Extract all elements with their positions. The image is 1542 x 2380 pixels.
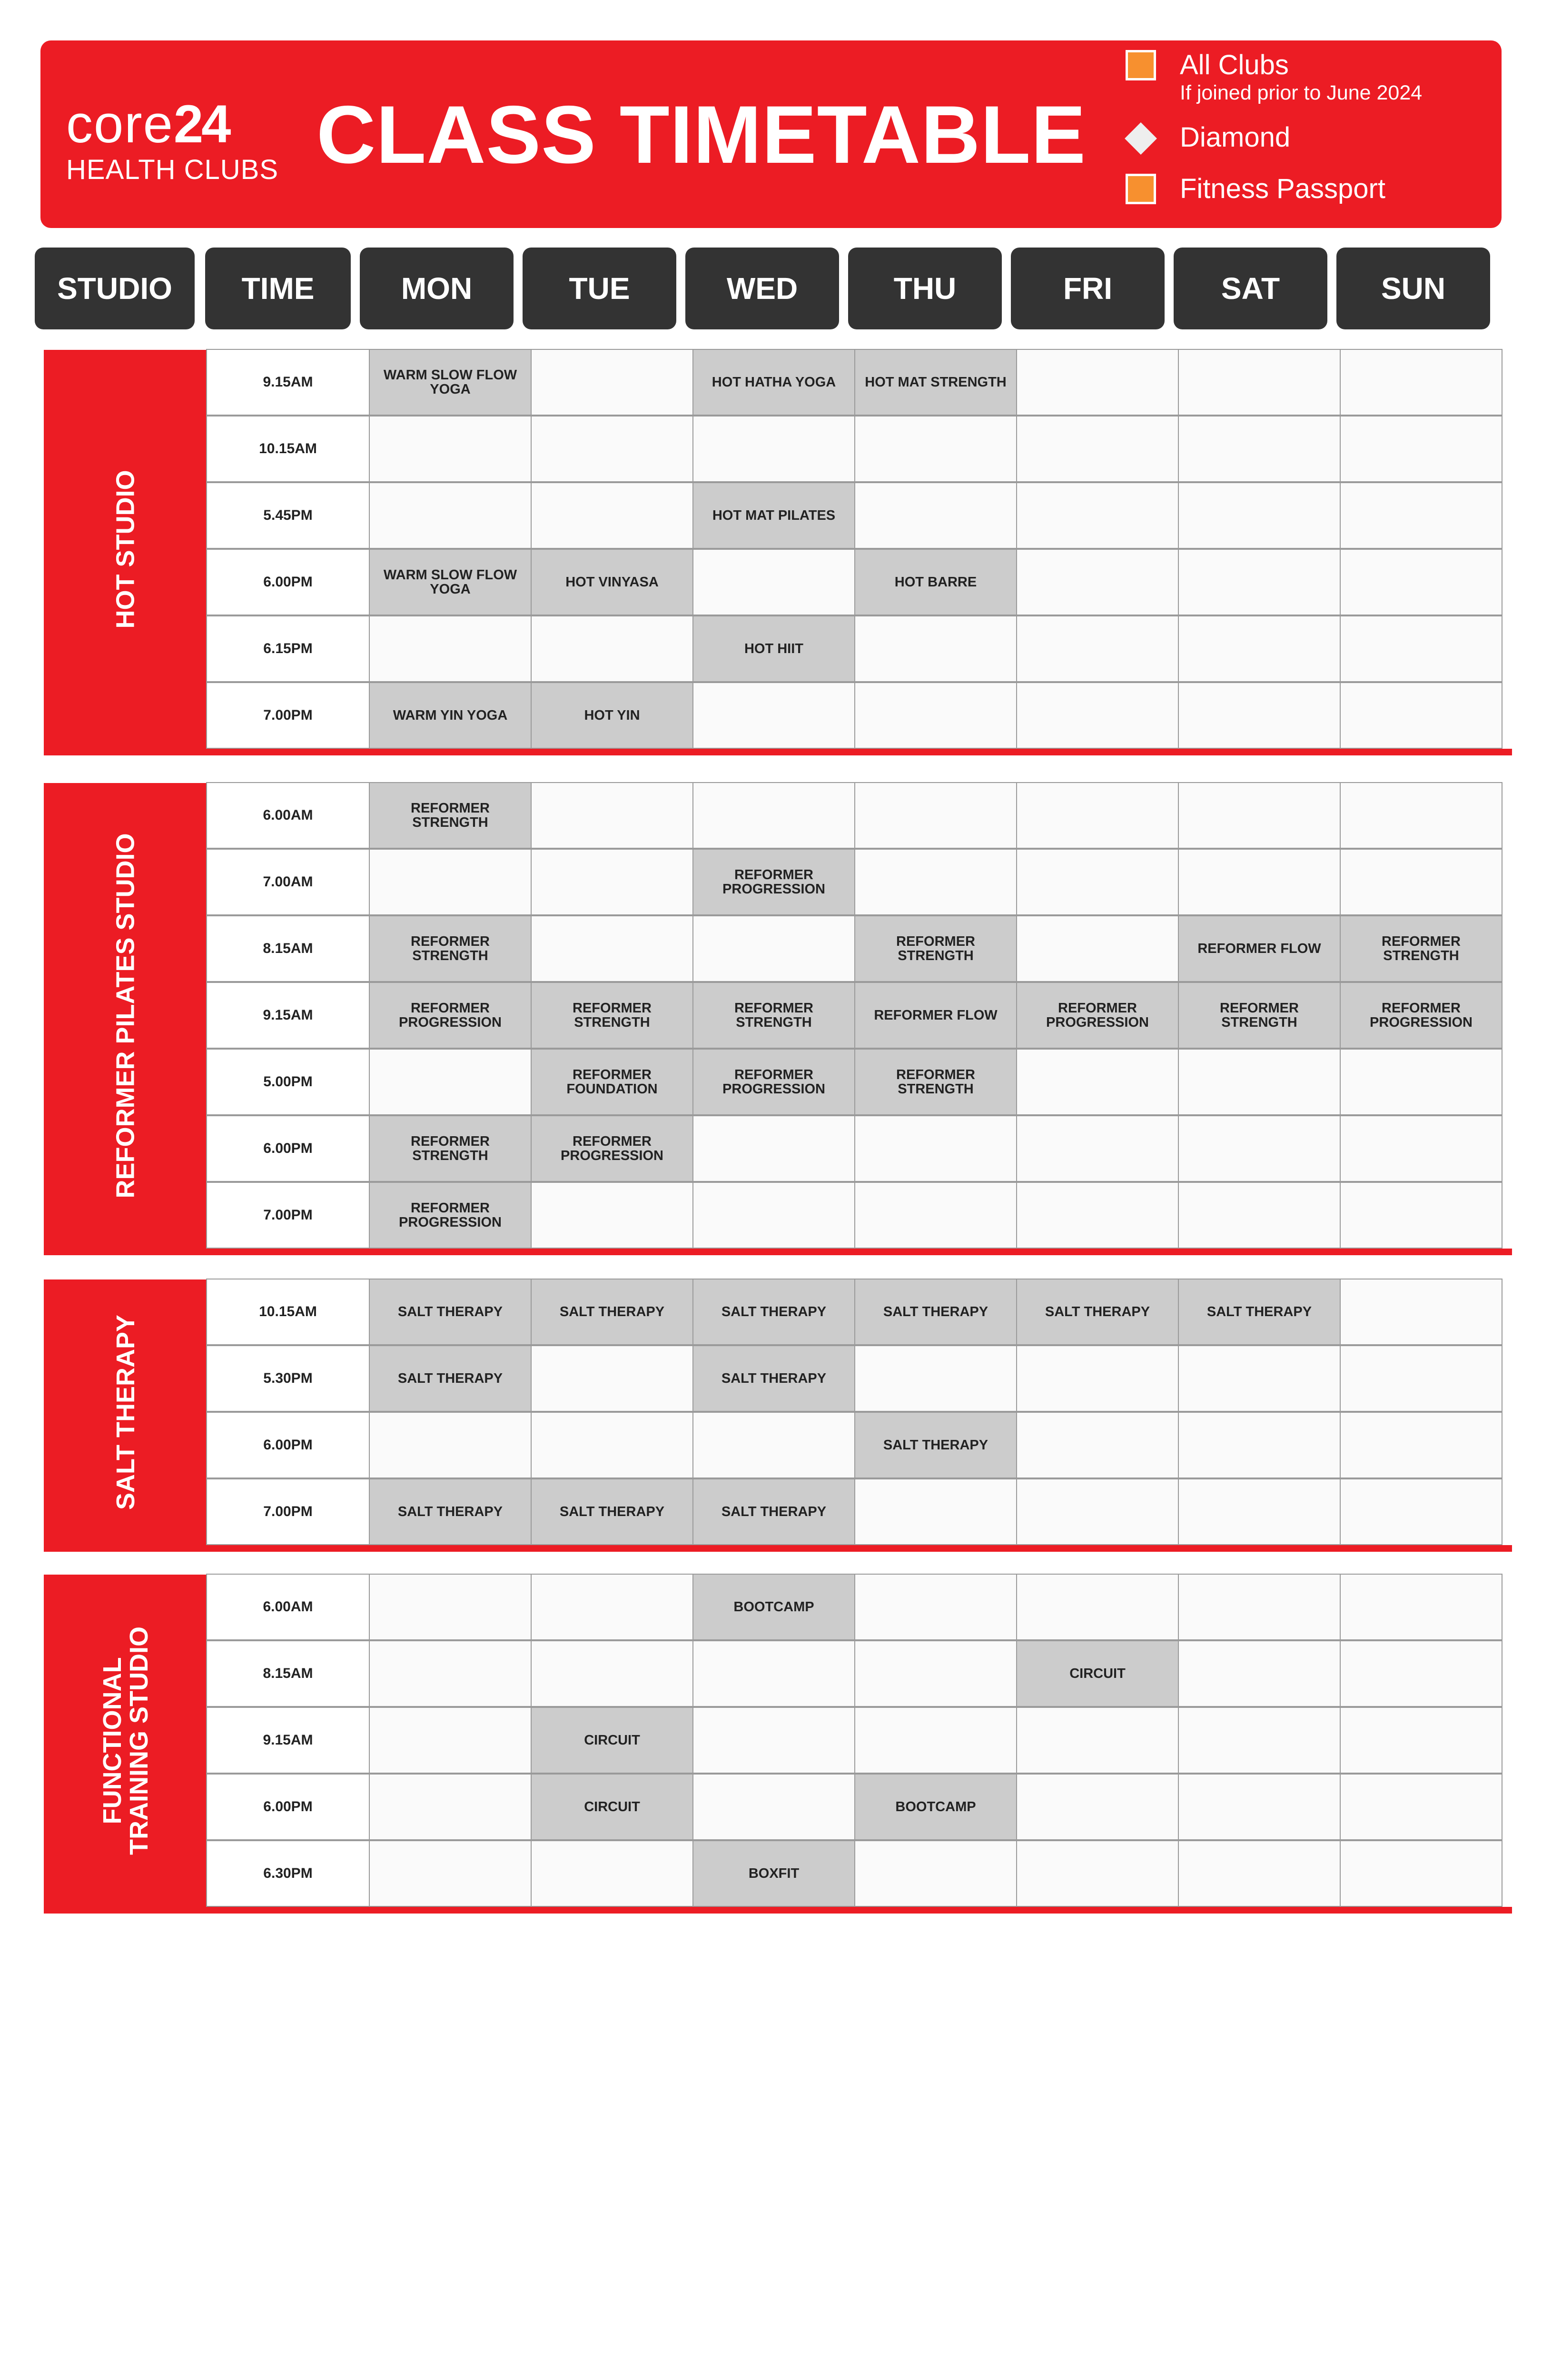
class-cell[interactable]: SALT THERAPY bbox=[692, 1478, 855, 1545]
table-row bbox=[207, 616, 1512, 683]
class-cell[interactable]: SALT THERAPY bbox=[854, 1412, 1017, 1478]
class-cell[interactable]: REFORMER FLOW bbox=[854, 982, 1017, 1049]
time-cell: 10.15AM bbox=[206, 1279, 370, 1345]
class-cell[interactable]: REFORMER STRENGTH bbox=[692, 982, 855, 1049]
empty-cell bbox=[1340, 1049, 1502, 1115]
class-cell[interactable]: REFORMER PROGRESSION bbox=[692, 1049, 855, 1115]
empty-cell bbox=[531, 416, 693, 482]
empty-cell bbox=[1016, 1345, 1179, 1412]
class-cell[interactable]: CIRCUIT bbox=[531, 1774, 693, 1840]
studio-label bbox=[44, 783, 207, 1249]
time-cell: 9.15AM bbox=[206, 1707, 370, 1774]
empty-cell bbox=[1016, 1774, 1179, 1840]
studio-block bbox=[44, 1279, 1512, 1552]
empty-cell bbox=[1178, 1774, 1341, 1840]
class-cell[interactable]: HOT BARRE bbox=[854, 549, 1017, 615]
time-cell: 9.15AM bbox=[206, 349, 370, 416]
empty-cell bbox=[854, 849, 1017, 915]
empty-cell bbox=[369, 1049, 532, 1115]
empty-cell bbox=[692, 1774, 855, 1840]
time-cell: 10.15AM bbox=[206, 416, 370, 482]
class-cell[interactable]: REFORMER STRENGTH bbox=[1178, 982, 1341, 1049]
empty-cell bbox=[1016, 1707, 1179, 1774]
time-cell: 6.30PM bbox=[206, 1840, 370, 1907]
class-cell[interactable]: SALT THERAPY bbox=[531, 1478, 693, 1545]
class-cell[interactable]: SALT THERAPY bbox=[369, 1345, 532, 1412]
time-cell: 5.45PM bbox=[206, 482, 370, 549]
empty-cell bbox=[854, 615, 1017, 682]
empty-cell bbox=[1178, 482, 1341, 549]
time-cell: 8.15AM bbox=[206, 1640, 370, 1707]
empty-cell bbox=[369, 1574, 532, 1640]
empty-cell bbox=[1340, 1840, 1502, 1907]
empty-cell bbox=[692, 416, 855, 482]
empty-cell bbox=[854, 1478, 1017, 1545]
table-row bbox=[207, 683, 1512, 750]
empty-cell bbox=[1178, 1412, 1341, 1478]
column-header-thu: THU bbox=[848, 248, 1002, 329]
table-row bbox=[207, 1116, 1512, 1183]
empty-cell bbox=[531, 849, 693, 915]
empty-cell bbox=[369, 482, 532, 549]
class-cell[interactable]: REFORMER STRENGTH bbox=[854, 1049, 1017, 1115]
empty-cell bbox=[1016, 1182, 1179, 1249]
empty-cell bbox=[1178, 682, 1341, 749]
empty-cell bbox=[1340, 1279, 1502, 1345]
class-cell[interactable]: SALT THERAPY bbox=[531, 1279, 693, 1345]
class-cell[interactable]: BOOTCAMP bbox=[692, 1574, 855, 1640]
empty-cell bbox=[692, 1182, 855, 1249]
orange-square-icon bbox=[1126, 174, 1156, 204]
legend-label: Fitness Passport bbox=[1180, 173, 1385, 204]
legend-note: If joined prior to June 2024 bbox=[1180, 81, 1423, 104]
table-row bbox=[207, 1050, 1512, 1116]
class-cell[interactable]: HOT VINYASA bbox=[531, 549, 693, 615]
orange-square-icon bbox=[1126, 50, 1156, 80]
empty-cell bbox=[1340, 1707, 1502, 1774]
class-cell[interactable]: SALT THERAPY bbox=[1178, 1279, 1341, 1345]
empty-cell bbox=[1340, 1640, 1502, 1707]
studio-name bbox=[99, 1626, 152, 1855]
class-cell[interactable]: SALT THERAPY bbox=[692, 1279, 855, 1345]
time-cell: 6.15PM bbox=[206, 615, 370, 682]
table-row bbox=[207, 350, 1512, 416]
column-header-fri: FRI bbox=[1011, 248, 1165, 329]
studio-block bbox=[44, 350, 1512, 755]
empty-cell bbox=[1178, 549, 1341, 615]
class-cell[interactable]: SALT THERAPY bbox=[692, 1345, 855, 1412]
empty-cell bbox=[1340, 1115, 1502, 1182]
table-row bbox=[207, 1346, 1512, 1413]
table-row bbox=[207, 1479, 1512, 1546]
empty-cell bbox=[1016, 349, 1179, 416]
class-cell[interactable]: REFORMER FLOW bbox=[1178, 915, 1341, 982]
schedule-grid bbox=[207, 783, 1512, 1250]
empty-cell bbox=[1178, 782, 1341, 849]
empty-cell bbox=[1016, 782, 1179, 849]
column-header-studio: STUDIO bbox=[35, 248, 195, 329]
legend-label: Diamond bbox=[1180, 122, 1291, 153]
page-title: CLASS TIMETABLE bbox=[316, 89, 1087, 180]
empty-cell bbox=[1178, 615, 1341, 682]
studio-block bbox=[44, 1575, 1512, 1914]
time-cell: 6.00PM bbox=[206, 1412, 370, 1478]
time-cell: 7.00AM bbox=[206, 849, 370, 915]
class-cell[interactable]: BOXFIT bbox=[692, 1840, 855, 1907]
schedule-grid bbox=[207, 1279, 1512, 1546]
class-cell[interactable]: SALT THERAPY bbox=[1016, 1279, 1179, 1345]
time-cell: 5.00PM bbox=[206, 1049, 370, 1115]
time-cell: 8.15AM bbox=[206, 915, 370, 982]
studio-name-line: FUNCTIONAL bbox=[98, 1657, 127, 1825]
logo-number: 24 bbox=[173, 94, 229, 154]
class-cell[interactable]: HOT YIN bbox=[531, 682, 693, 749]
table-row bbox=[207, 850, 1512, 916]
empty-cell bbox=[854, 1182, 1017, 1249]
empty-cell bbox=[854, 1707, 1017, 1774]
table-row bbox=[207, 983, 1512, 1050]
empty-cell bbox=[1016, 682, 1179, 749]
class-cell[interactable]: WARM SLOW FLOW YOGA bbox=[369, 549, 532, 615]
empty-cell bbox=[692, 549, 855, 615]
empty-cell bbox=[1340, 549, 1502, 615]
studio-label bbox=[44, 350, 207, 749]
empty-cell bbox=[1016, 1412, 1179, 1478]
class-cell[interactable]: SALT THERAPY bbox=[369, 1478, 532, 1545]
empty-cell bbox=[1016, 849, 1179, 915]
class-cell[interactable]: SALT THERAPY bbox=[369, 1279, 532, 1345]
empty-cell bbox=[1178, 349, 1341, 416]
class-cell[interactable]: REFORMER PROGRESSION bbox=[692, 849, 855, 915]
empty-cell bbox=[692, 1115, 855, 1182]
studio-name: SALT THERAPY bbox=[111, 1314, 140, 1510]
table-row bbox=[207, 916, 1512, 983]
empty-cell bbox=[369, 1707, 532, 1774]
table-row bbox=[207, 1641, 1512, 1708]
empty-cell bbox=[1178, 1115, 1341, 1182]
column-header-tue: TUE bbox=[523, 248, 676, 329]
empty-cell bbox=[369, 849, 532, 915]
schedule-grid bbox=[207, 1575, 1512, 1908]
empty-cell bbox=[1016, 482, 1179, 549]
column-header-time: TIME bbox=[205, 248, 351, 329]
empty-cell bbox=[531, 915, 693, 982]
class-cell[interactable]: REFORMER STRENGTH bbox=[369, 782, 532, 849]
empty-cell bbox=[1340, 1478, 1502, 1545]
empty-cell bbox=[1340, 416, 1502, 482]
class-cell[interactable]: SALT THERAPY bbox=[854, 1279, 1017, 1345]
time-cell: 6.00PM bbox=[206, 1115, 370, 1182]
class-cell[interactable]: HOT HIIT bbox=[692, 615, 855, 682]
empty-cell bbox=[692, 682, 855, 749]
empty-cell bbox=[854, 416, 1017, 482]
empty-cell bbox=[531, 349, 693, 416]
class-cell[interactable]: WARM SLOW FLOW YOGA bbox=[369, 349, 532, 416]
empty-cell bbox=[1178, 1574, 1341, 1640]
class-cell[interactable]: REFORMER PROGRESSION bbox=[1340, 982, 1502, 1049]
class-cell[interactable]: REFORMER STRENGTH bbox=[369, 1115, 532, 1182]
empty-cell bbox=[1016, 1478, 1179, 1545]
empty-cell bbox=[1340, 482, 1502, 549]
empty-cell bbox=[1340, 1574, 1502, 1640]
time-cell: 6.00PM bbox=[206, 1774, 370, 1840]
class-cell[interactable]: BOOTCAMP bbox=[854, 1774, 1017, 1840]
class-cell[interactable]: REFORMER PROGRESSION bbox=[369, 982, 532, 1049]
schedule-grid bbox=[207, 350, 1512, 750]
empty-cell bbox=[1016, 1574, 1179, 1640]
empty-cell bbox=[692, 1640, 855, 1707]
class-cell[interactable]: HOT MAT PILATES bbox=[692, 482, 855, 549]
empty-cell bbox=[1340, 849, 1502, 915]
empty-cell bbox=[1340, 1774, 1502, 1840]
empty-cell bbox=[854, 482, 1017, 549]
time-cell: 6.00AM bbox=[206, 1574, 370, 1640]
empty-cell bbox=[1016, 1840, 1179, 1907]
empty-cell bbox=[1016, 1049, 1179, 1115]
table-row bbox=[207, 416, 1512, 483]
logo-subtitle: HEALTH CLUBS bbox=[66, 154, 279, 185]
studio-name: REFORMER PILATES STUDIO bbox=[111, 833, 140, 1199]
class-cell[interactable]: REFORMER PROGRESSION bbox=[369, 1182, 532, 1249]
column-header-wed: WED bbox=[685, 248, 839, 329]
empty-cell bbox=[692, 782, 855, 849]
empty-cell bbox=[531, 1345, 693, 1412]
diamond-icon bbox=[1125, 122, 1157, 155]
empty-cell bbox=[1340, 1182, 1502, 1249]
empty-cell bbox=[854, 1345, 1017, 1412]
empty-cell bbox=[854, 1115, 1017, 1182]
empty-cell bbox=[1178, 416, 1341, 482]
studio-label bbox=[44, 1279, 207, 1545]
empty-cell bbox=[369, 1774, 532, 1840]
class-cell[interactable]: REFORMER STRENGTH bbox=[369, 915, 532, 982]
empty-cell bbox=[369, 1412, 532, 1478]
empty-cell bbox=[854, 1574, 1017, 1640]
table-row bbox=[207, 1841, 1512, 1908]
time-cell: 9.15AM bbox=[206, 982, 370, 1049]
empty-cell bbox=[854, 782, 1017, 849]
legend-item-all-clubs bbox=[1126, 50, 1422, 105]
time-cell: 5.30PM bbox=[206, 1345, 370, 1412]
empty-cell bbox=[1340, 349, 1502, 416]
class-cell[interactable]: REFORMER PROGRESSION bbox=[1016, 982, 1179, 1049]
column-header-row bbox=[35, 248, 1505, 329]
time-cell: 7.00PM bbox=[206, 1182, 370, 1249]
empty-cell bbox=[1178, 1182, 1341, 1249]
empty-cell bbox=[1340, 615, 1502, 682]
empty-cell bbox=[1340, 1412, 1502, 1478]
empty-cell bbox=[692, 1707, 855, 1774]
empty-cell bbox=[1016, 615, 1179, 682]
empty-cell bbox=[692, 915, 855, 982]
empty-cell bbox=[1016, 549, 1179, 615]
table-row bbox=[207, 1775, 1512, 1841]
empty-cell bbox=[531, 615, 693, 682]
class-cell[interactable]: HOT MAT STRENGTH bbox=[854, 349, 1017, 416]
empty-cell bbox=[1340, 782, 1502, 849]
empty-cell bbox=[531, 482, 693, 549]
class-cell[interactable]: WARM YIN YOGA bbox=[369, 682, 532, 749]
column-header-sun: SUN bbox=[1336, 248, 1490, 329]
empty-cell bbox=[1178, 1840, 1341, 1907]
empty-cell bbox=[854, 1840, 1017, 1907]
studio-block bbox=[44, 783, 1512, 1255]
empty-cell bbox=[1178, 1640, 1341, 1707]
empty-cell bbox=[531, 1640, 693, 1707]
legend-label: All Clubs bbox=[1180, 50, 1289, 80]
empty-cell bbox=[1178, 1049, 1341, 1115]
class-cell[interactable]: REFORMER STRENGTH bbox=[854, 915, 1017, 982]
empty-cell bbox=[1178, 849, 1341, 915]
table-row bbox=[207, 1708, 1512, 1775]
header-banner bbox=[40, 40, 1502, 228]
class-cell[interactable]: REFORMER FOUNDATION bbox=[531, 1049, 693, 1115]
class-cell[interactable]: REFORMER STRENGTH bbox=[1340, 915, 1502, 982]
table-row bbox=[207, 483, 1512, 550]
table-row bbox=[207, 1183, 1512, 1250]
time-cell: 7.00PM bbox=[206, 1478, 370, 1545]
table-row bbox=[207, 783, 1512, 850]
logo-word: core bbox=[66, 94, 174, 154]
empty-cell bbox=[531, 1840, 693, 1907]
empty-cell bbox=[854, 1640, 1017, 1707]
time-cell: 7.00PM bbox=[206, 682, 370, 749]
studio-name: HOT STUDIO bbox=[111, 470, 140, 629]
empty-cell bbox=[1016, 915, 1179, 982]
empty-cell bbox=[1016, 1115, 1179, 1182]
legend-item-diamond bbox=[1126, 122, 1290, 153]
table-row bbox=[207, 1575, 1512, 1641]
studio-label bbox=[44, 1575, 207, 1907]
empty-cell bbox=[1178, 1478, 1341, 1545]
empty-cell bbox=[1016, 416, 1179, 482]
empty-cell bbox=[1178, 1345, 1341, 1412]
time-cell: 6.00PM bbox=[206, 549, 370, 615]
empty-cell bbox=[369, 416, 532, 482]
empty-cell bbox=[369, 615, 532, 682]
table-row bbox=[207, 550, 1512, 616]
empty-cell bbox=[369, 1840, 532, 1907]
empty-cell bbox=[531, 782, 693, 849]
empty-cell bbox=[1340, 1345, 1502, 1412]
class-cell[interactable]: CIRCUIT bbox=[1016, 1640, 1179, 1707]
empty-cell bbox=[531, 1412, 693, 1478]
studio-name-line: TRAINING STUDIO bbox=[124, 1626, 153, 1855]
empty-cell bbox=[1340, 682, 1502, 749]
class-cell[interactable]: REFORMER STRENGTH bbox=[531, 982, 693, 1049]
empty-cell bbox=[369, 1640, 532, 1707]
column-header-sat: SAT bbox=[1174, 248, 1327, 329]
time-cell: 6.00AM bbox=[206, 782, 370, 849]
table-row bbox=[207, 1413, 1512, 1479]
class-cell[interactable]: HOT HATHA YOGA bbox=[692, 349, 855, 416]
empty-cell bbox=[692, 1412, 855, 1478]
core24-logo bbox=[66, 94, 279, 185]
class-cell[interactable]: CIRCUIT bbox=[531, 1707, 693, 1774]
empty-cell bbox=[854, 682, 1017, 749]
class-cell[interactable]: REFORMER PROGRESSION bbox=[531, 1115, 693, 1182]
column-header-mon: MON bbox=[360, 248, 514, 329]
empty-cell bbox=[531, 1182, 693, 1249]
empty-cell bbox=[1178, 1707, 1341, 1774]
legend-item-fitness-passport bbox=[1126, 174, 1385, 204]
table-row bbox=[207, 1279, 1512, 1346]
empty-cell bbox=[531, 1574, 693, 1640]
